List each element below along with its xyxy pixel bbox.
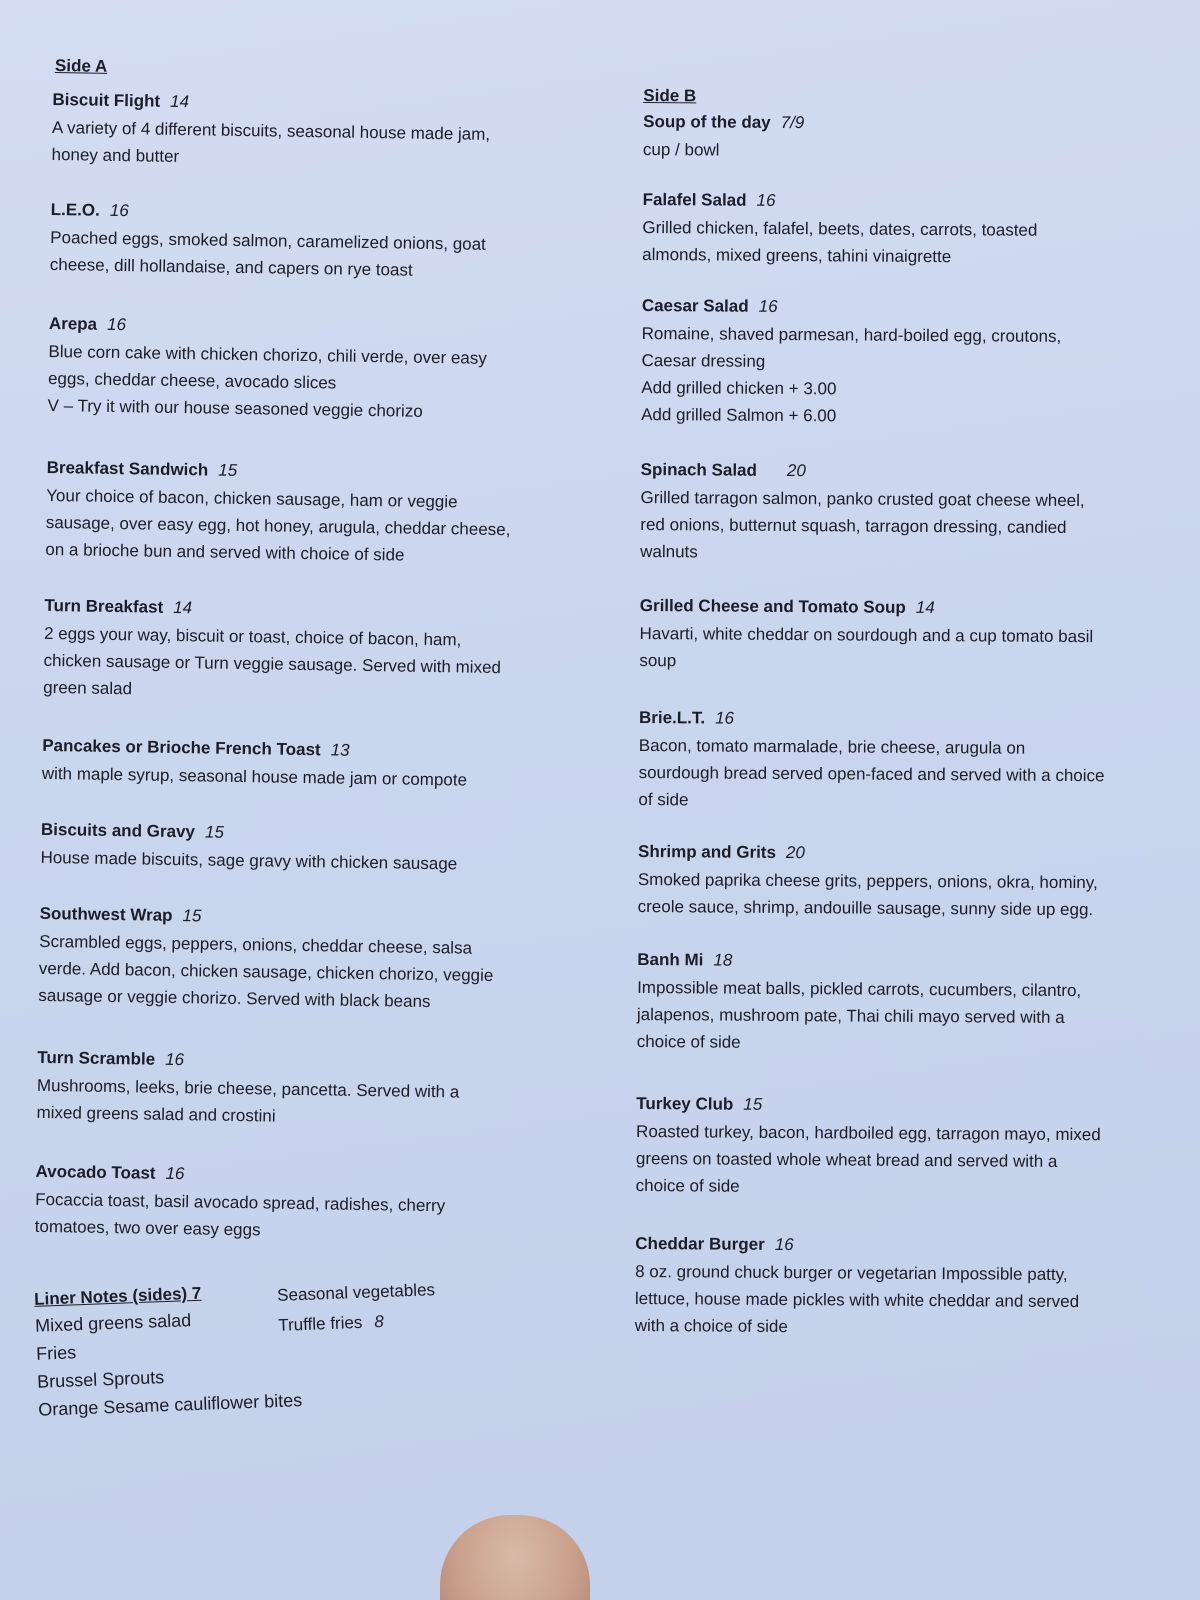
item-description xyxy=(643,136,1183,167)
menu-item xyxy=(636,1092,1177,1203)
item-description xyxy=(45,482,606,572)
menu-item xyxy=(641,294,1182,432)
description-line: with a choice of side xyxy=(634,1315,788,1337)
description-line: House made biscuits, sage gravy with chicken sausage xyxy=(40,847,458,874)
item-description xyxy=(38,928,599,1018)
side-option: Orange Sesame cauliflower bites xyxy=(37,1390,303,1420)
description-line: 8 oz. ground chuck burger or vegetarian Impossible patty, xyxy=(635,1261,1068,1284)
item-name: Banh Mi xyxy=(637,949,704,970)
side-b-column xyxy=(634,0,1184,1337)
menu-item xyxy=(35,1160,596,1249)
item-price: 14 xyxy=(173,597,193,618)
item-description xyxy=(638,866,1178,924)
description-line: with maple syrup, seasonal house made jam or compote xyxy=(41,763,468,790)
item-description xyxy=(47,338,608,428)
item-name: Biscuits and Gravy xyxy=(40,819,196,842)
description-line: Mushrooms, leeks, brie cheese, pancetta. Served with a xyxy=(36,1075,460,1102)
description-line: sausage or veggie chorizo. Served with black beans xyxy=(38,985,431,1012)
menu-item xyxy=(50,198,611,287)
description-line: A variety of 4 different biscuits, seasonal house made jam, xyxy=(51,117,491,144)
menu-item xyxy=(40,818,601,880)
description-line: sausage, over easy egg, hot honey, arugula, cheddar cheese, xyxy=(45,512,511,540)
side-a-column xyxy=(33,0,614,1420)
item-name: Brie.L.T. xyxy=(638,707,706,728)
item-name: Breakfast Sandwich xyxy=(46,457,209,480)
menu-item xyxy=(45,456,607,572)
menu-item xyxy=(637,948,1178,1059)
description-line: cheese, dill hollandaise, and capers on rye toast xyxy=(49,254,413,280)
menu-item xyxy=(51,88,612,177)
description-line: Scrambled eggs, peppers, onions, cheddar cheese, salsa xyxy=(39,931,473,958)
item-name: Pancakes or Brioche French Toast xyxy=(42,735,321,760)
menu-item xyxy=(42,734,603,796)
item-name: Cheddar Burger xyxy=(635,1233,765,1254)
description-line: Bacon, tomato marmalade, brie cheese, arugula on xyxy=(638,735,1026,758)
description-line: red onions, butternut squash, tarragon dressing, candied xyxy=(640,514,1067,537)
description-line: sourdough bread served open-faced and served with a choice xyxy=(638,762,1105,786)
description-line: verde. Add bacon, chicken sausage, chicken chorizo, veggie xyxy=(38,958,494,986)
item-description xyxy=(50,224,611,287)
item-description xyxy=(35,1186,596,1249)
item-name: Shrimp and Grits xyxy=(637,841,777,862)
item-description xyxy=(642,214,1182,272)
menu-item xyxy=(638,840,1179,924)
item-price: 16 xyxy=(774,1234,794,1255)
description-line: soup xyxy=(639,650,677,671)
description-line: lettuce, house made pickles with white cheddar and served xyxy=(634,1288,1080,1312)
menu-item xyxy=(642,188,1183,272)
item-description xyxy=(635,1258,1176,1343)
description-line: Caesar dressing xyxy=(641,350,766,371)
description-line: Romaine, shaved parmesan, hard-boiled egg, croutons, xyxy=(641,323,1062,346)
description-line: Poached eggs, smoked salmon, caramelized onions, goat xyxy=(50,227,487,254)
side-option xyxy=(277,1275,436,1311)
item-name: Turn Breakfast xyxy=(44,595,164,617)
item-name: Arepa xyxy=(48,313,98,334)
item-price: 15 xyxy=(743,1094,763,1114)
side-option xyxy=(278,1305,437,1341)
description-line: creole sauce, shrimp, andouille sausage, sunny side up egg. xyxy=(637,896,1094,920)
side-option: Mixed greens salad xyxy=(34,1310,192,1336)
menu-item xyxy=(36,1046,597,1135)
item-price: 15 xyxy=(218,460,238,480)
liner-notes-sides xyxy=(34,1267,599,1423)
item-price: 16 xyxy=(109,200,129,221)
menu-item xyxy=(47,312,609,428)
item-price: 18 xyxy=(713,950,733,970)
item-name: Spinach Salad xyxy=(640,459,757,480)
description-line: Impossible meat balls, pickled carrots, cucumbers, cilantro, xyxy=(637,977,1082,1001)
menu-item xyxy=(43,594,605,710)
item-price: 14 xyxy=(915,597,935,618)
side-option-name: Truffle fries xyxy=(277,1312,363,1335)
description-line: V – Try it with our house seasoned veggie chorizo xyxy=(47,395,423,421)
item-description xyxy=(641,320,1182,432)
menu-item xyxy=(635,1232,1176,1343)
menu-item xyxy=(640,458,1181,569)
description-line: choice of side xyxy=(636,1031,741,1052)
item-price: 15 xyxy=(182,906,202,926)
description-line: cup / bowl xyxy=(642,139,720,160)
menu-item xyxy=(38,902,600,1018)
item-price: 7/9 xyxy=(780,112,805,133)
description-line: Smoked paprika cheese grits, peppers, onions, okra, hominy, xyxy=(637,869,1098,893)
item-description xyxy=(51,114,612,177)
item-description xyxy=(43,620,604,710)
description-line: of side xyxy=(638,789,689,810)
item-name: Avocado Toast xyxy=(35,1161,156,1183)
item-name: Falafel Salad xyxy=(642,189,747,210)
menu-item xyxy=(639,594,1180,678)
description-line: honey and butter xyxy=(51,144,180,166)
description-line: 2 eggs your way, biscuit or toast, choice of bacon, ham, xyxy=(43,623,462,650)
description-line: Grilled tarragon salmon, panko crusted goat cheese wheel, xyxy=(640,487,1085,511)
item-name: L.E.O. xyxy=(50,199,100,220)
thumb-holding-menu xyxy=(440,1515,590,1600)
item-price: 16 xyxy=(758,296,778,316)
description-line: mixed greens salad and crostini xyxy=(36,1102,276,1126)
item-price: 16 xyxy=(165,1163,185,1184)
menu-item xyxy=(638,706,1179,817)
description-line: Add grilled chicken + 3.00 xyxy=(641,377,837,399)
side-a-title: Side A xyxy=(54,56,108,76)
side-b-title: Side B xyxy=(643,85,697,106)
sides-list-right xyxy=(277,1275,437,1341)
item-price: 14 xyxy=(169,91,190,112)
menu-item xyxy=(643,110,1183,167)
item-description xyxy=(638,732,1179,817)
description-line: greens on toasted whole wheat bread and served with a xyxy=(635,1148,1058,1171)
side-option-name: Seasonal vegetables xyxy=(276,1280,436,1305)
item-description xyxy=(640,484,1181,569)
item-name: Turn Scramble xyxy=(37,1047,156,1069)
item-description xyxy=(36,1072,597,1135)
item-name: Soup of the day xyxy=(643,111,771,132)
item-name: Grilled Cheese and Tomato Soup xyxy=(639,595,906,617)
description-line: Grilled chicken, falafel, beets, dates, carrots, toasted xyxy=(642,217,1038,240)
sides-title: Liner Notes (sides) 7 xyxy=(33,1283,202,1309)
item-description xyxy=(636,1118,1177,1203)
item-description xyxy=(637,974,1178,1059)
item-name: Southwest Wrap xyxy=(39,903,173,925)
description-line: Your choice of bacon, chicken sausage, ham or veggie xyxy=(46,485,458,512)
item-price: 16 xyxy=(756,190,776,210)
item-name: Turkey Club xyxy=(636,1093,734,1114)
description-line: tomatoes, two over easy eggs xyxy=(34,1216,261,1240)
item-description xyxy=(639,620,1179,678)
item-name: Caesar Salad xyxy=(641,295,749,316)
item-price: 20 xyxy=(786,461,806,481)
item-price: 20 xyxy=(785,843,805,863)
item-price: 16 xyxy=(165,1049,185,1070)
description-line: on a brioche bun and served with choice of side xyxy=(45,539,405,565)
description-line: Focaccia toast, basil avocado spread, radishes, cherry xyxy=(35,1189,446,1216)
description-line: green salad xyxy=(43,677,133,699)
item-price: 16 xyxy=(106,314,127,335)
description-line: eggs, cheddar cheese, avocado slices xyxy=(47,368,337,393)
item-price: 13 xyxy=(330,740,350,760)
item-price: 16 xyxy=(715,708,735,728)
item-name: Biscuit Flight xyxy=(52,89,161,111)
description-line: chicken sausage or Turn veggie sausage. Served with mixed xyxy=(43,650,502,678)
description-line: jalapenos, mushroom pate, Thai chili mayo served with a xyxy=(636,1004,1065,1027)
side-option-price: 8 xyxy=(373,1312,385,1332)
side-option: Brussel Sprouts xyxy=(36,1367,165,1392)
description-line: choice of side xyxy=(635,1175,740,1196)
description-line: Roasted turkey, bacon, hardboiled egg, tarragon mayo, mixed xyxy=(636,1121,1101,1145)
side-option: Fries xyxy=(35,1342,77,1364)
description-line: almonds, mixed greens, tahini vinaigrette xyxy=(642,244,952,267)
description-line: Add grilled Salmon + 6.00 xyxy=(641,404,837,426)
description-line: walnuts xyxy=(640,541,698,562)
description-line: Havarti, white cheddar on sourdough and a cup tomato basil xyxy=(639,623,1094,647)
description-line: Blue corn cake with chicken chorizo, chili verde, over easy xyxy=(48,341,488,368)
item-price: 15 xyxy=(204,822,225,842)
